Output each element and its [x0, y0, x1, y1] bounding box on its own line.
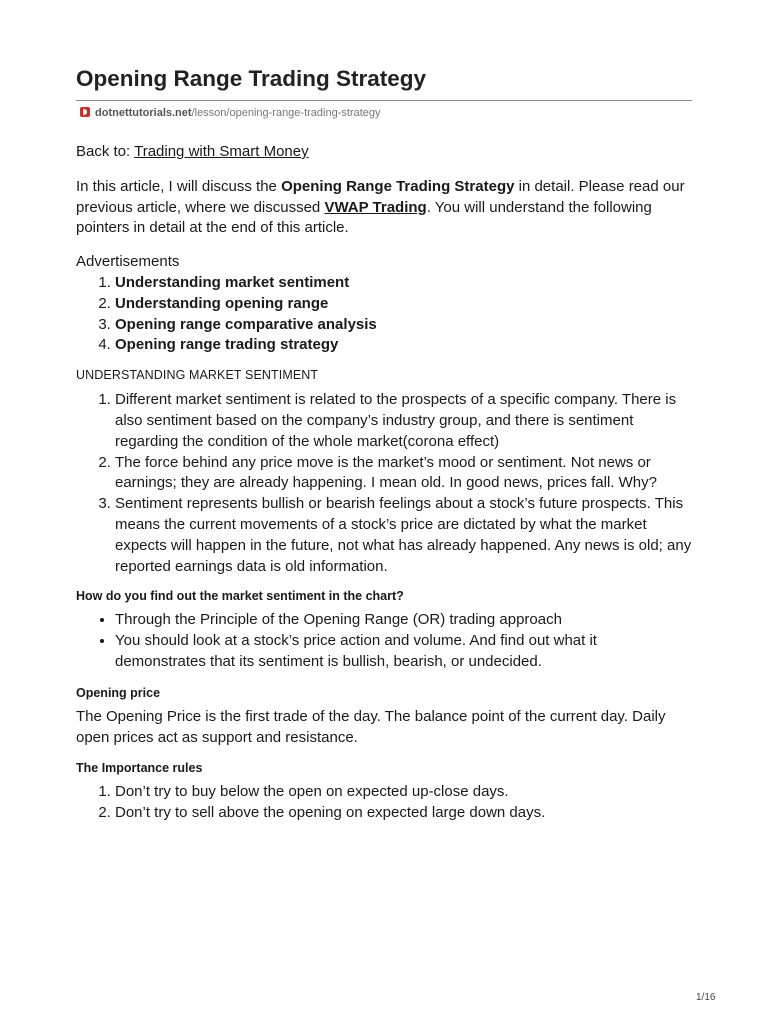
list-item: 3. Sentiment represents bullish or bearish feelings about a stock’s future prospects. This means the current movements of a stock’s price are dictated by what the market expects will happen in the future, not what has already happened. Any news is old; any reported earnings data is old information.	[115, 494, 692, 577]
section-heading-opening-price: Opening price	[76, 685, 161, 700]
list-item: 2. Don’t try to sell above the opening on expected large down days.	[115, 803, 692, 824]
list-item: 1. Don’t try to buy below the open on expected up-close days.	[115, 782, 692, 803]
page-number: 1/16	[696, 992, 716, 1003]
toc-item: 1. Understanding market sentiment	[115, 273, 692, 294]
source-path: /lesson/opening-range-trading-strategy	[191, 107, 381, 119]
toc-item: 4. Opening range trading strategy	[115, 335, 692, 356]
article-body	[76, 142, 692, 824]
toc-list	[76, 273, 692, 356]
intro-text-2: in detail. Please read our previous article, where we discussed	[76, 177, 685, 216]
toc-item: 3. Opening range comparative analysis	[115, 315, 692, 336]
toc-item: 2. Understanding opening range	[115, 294, 692, 315]
section-heading-find-sentiment: How do you find out the market sentiment in the chart?	[76, 589, 404, 604]
site-favicon-icon	[80, 107, 90, 117]
list-item: • Through the Principle of the Opening Range (OR) trading approach	[115, 610, 692, 631]
advertisements-label: Advertisements	[76, 253, 180, 271]
intro-bold-strategy: Opening Range Trading Strategy	[281, 177, 515, 195]
title-divider	[76, 100, 692, 101]
list-item: 2. The force behind any price move is the market’s mood or sentiment. Not news or earnings; they are already happening. I mean old. In good news, prices fall. Why?	[115, 453, 692, 495]
source-domain: dotnettutorials.net	[95, 107, 192, 119]
market-sentiment-list	[76, 390, 692, 577]
section-heading-importance-rules: The Importance rules	[76, 761, 203, 776]
vwap-trading-link[interactable]: VWAP Trading	[324, 198, 427, 216]
back-to-link[interactable]: Trading with Smart Money	[134, 143, 309, 160]
source-url[interactable]	[80, 107, 381, 119]
intro-paragraph	[76, 177, 692, 239]
importance-rules-list	[76, 782, 692, 824]
intro-text-3: . You will understand the following pointers in detail at the end of this article.	[76, 198, 652, 237]
section-heading-market-sentiment: UNDERSTANDING MARKET SENTIMENT	[76, 368, 319, 383]
find-sentiment-list	[76, 610, 692, 672]
back-prefix: Back to:	[76, 143, 135, 160]
list-item: • You should look at a stock’s price action and volume. And find out what it demonstrates that its sentiment is bullish, bearish, or undecided.	[115, 631, 692, 673]
intro-text-1: In this article, I will discuss the	[76, 177, 282, 195]
list-item: 1. Different market sentiment is related to the prospects of a specific company. There is also sentiment based on the company’s industry group, and there is sentiment regarding the condition of the whole market(corona effect)	[115, 390, 692, 452]
page-title: Opening Range Trading Strategy	[76, 66, 427, 91]
opening-price-paragraph: The Opening Price is the first trade of the day. The balance point of the current day. Daily open prices act as support and resistance.	[76, 707, 666, 746]
back-to-line	[76, 142, 692, 163]
